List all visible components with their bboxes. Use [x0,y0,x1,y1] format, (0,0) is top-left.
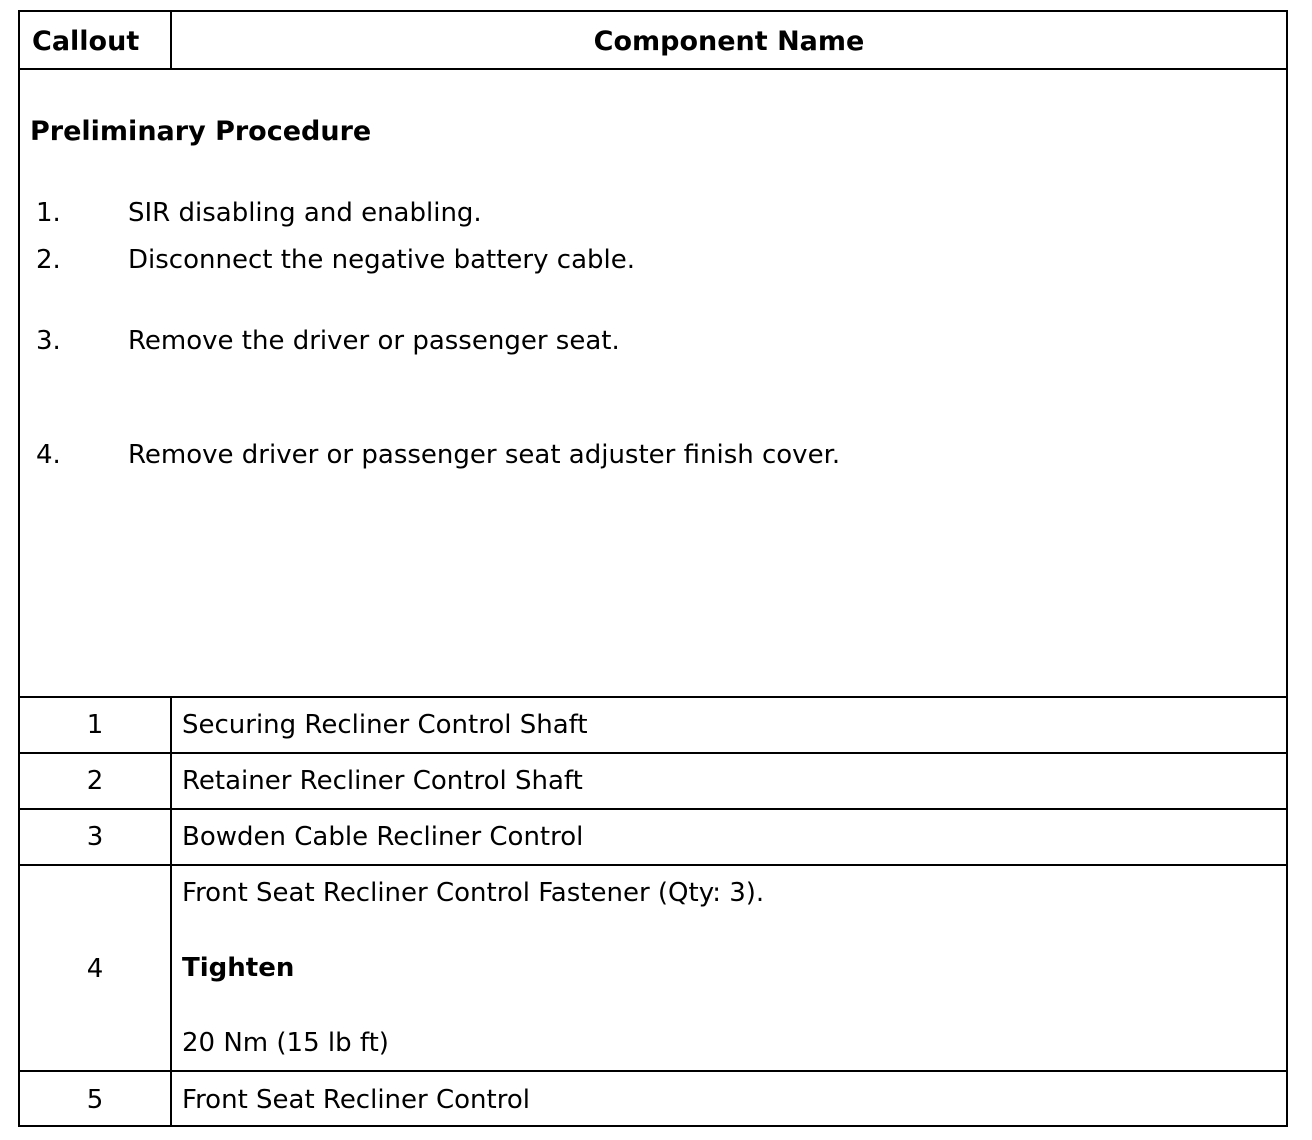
component-name: Securing Recliner Control Shaft [182,710,588,740]
callout-number: 4 [86,954,104,984]
component-name-cell [172,866,1286,1070]
table-row [20,1072,1286,1127]
step-number: 2. [36,245,61,275]
preliminary-procedure-row [20,70,1286,698]
header-name-cell [172,12,1286,68]
callout-number: 5 [86,1085,104,1115]
table-header-row [20,12,1286,70]
table-row [20,866,1286,1072]
component-name-cell [172,1072,1286,1127]
component-name: Front Seat Recliner Control Fastener (Qty: 3). [182,878,765,908]
torque-value: 20 Nm (15 lb ft) [182,1028,389,1058]
tighten-label: Tighten [182,953,295,983]
header-callout-cell [20,12,172,68]
table-row [20,810,1286,866]
callout-cell [20,698,172,752]
component-name-cell [172,810,1286,864]
component-name: Bowden Cable Recliner Control [182,822,584,852]
step-text: Remove the driver or passenger seat. [128,326,620,356]
callout-cell [20,754,172,808]
table-row [20,698,1286,754]
step-number: 1. [36,198,61,228]
step-text: Remove driver or passenger seat adjuster finish cover. [128,440,841,470]
step-number: 3. [36,326,61,356]
preliminary-procedure-title: Preliminary Procedure [30,116,372,147]
step-number: 4. [36,440,61,470]
component-name-cell [172,754,1286,808]
step-text: Disconnect the negative battery cable. [128,245,635,275]
callout-cell [20,1072,172,1127]
callout-number: 1 [86,710,104,740]
table-row [20,754,1286,810]
callout-number: 3 [86,822,104,852]
header-callout: Callout [32,26,140,57]
header-component-name: Component Name [593,26,865,57]
component-table [18,10,1288,1127]
step-text: SIR disabling and enabling. [128,198,482,228]
component-name-cell [172,698,1286,752]
callout-cell [20,810,172,864]
callout-number: 2 [86,766,104,796]
component-name: Retainer Recliner Control Shaft [182,766,583,796]
callout-cell [20,866,172,1070]
component-name: Front Seat Recliner Control [182,1085,530,1115]
